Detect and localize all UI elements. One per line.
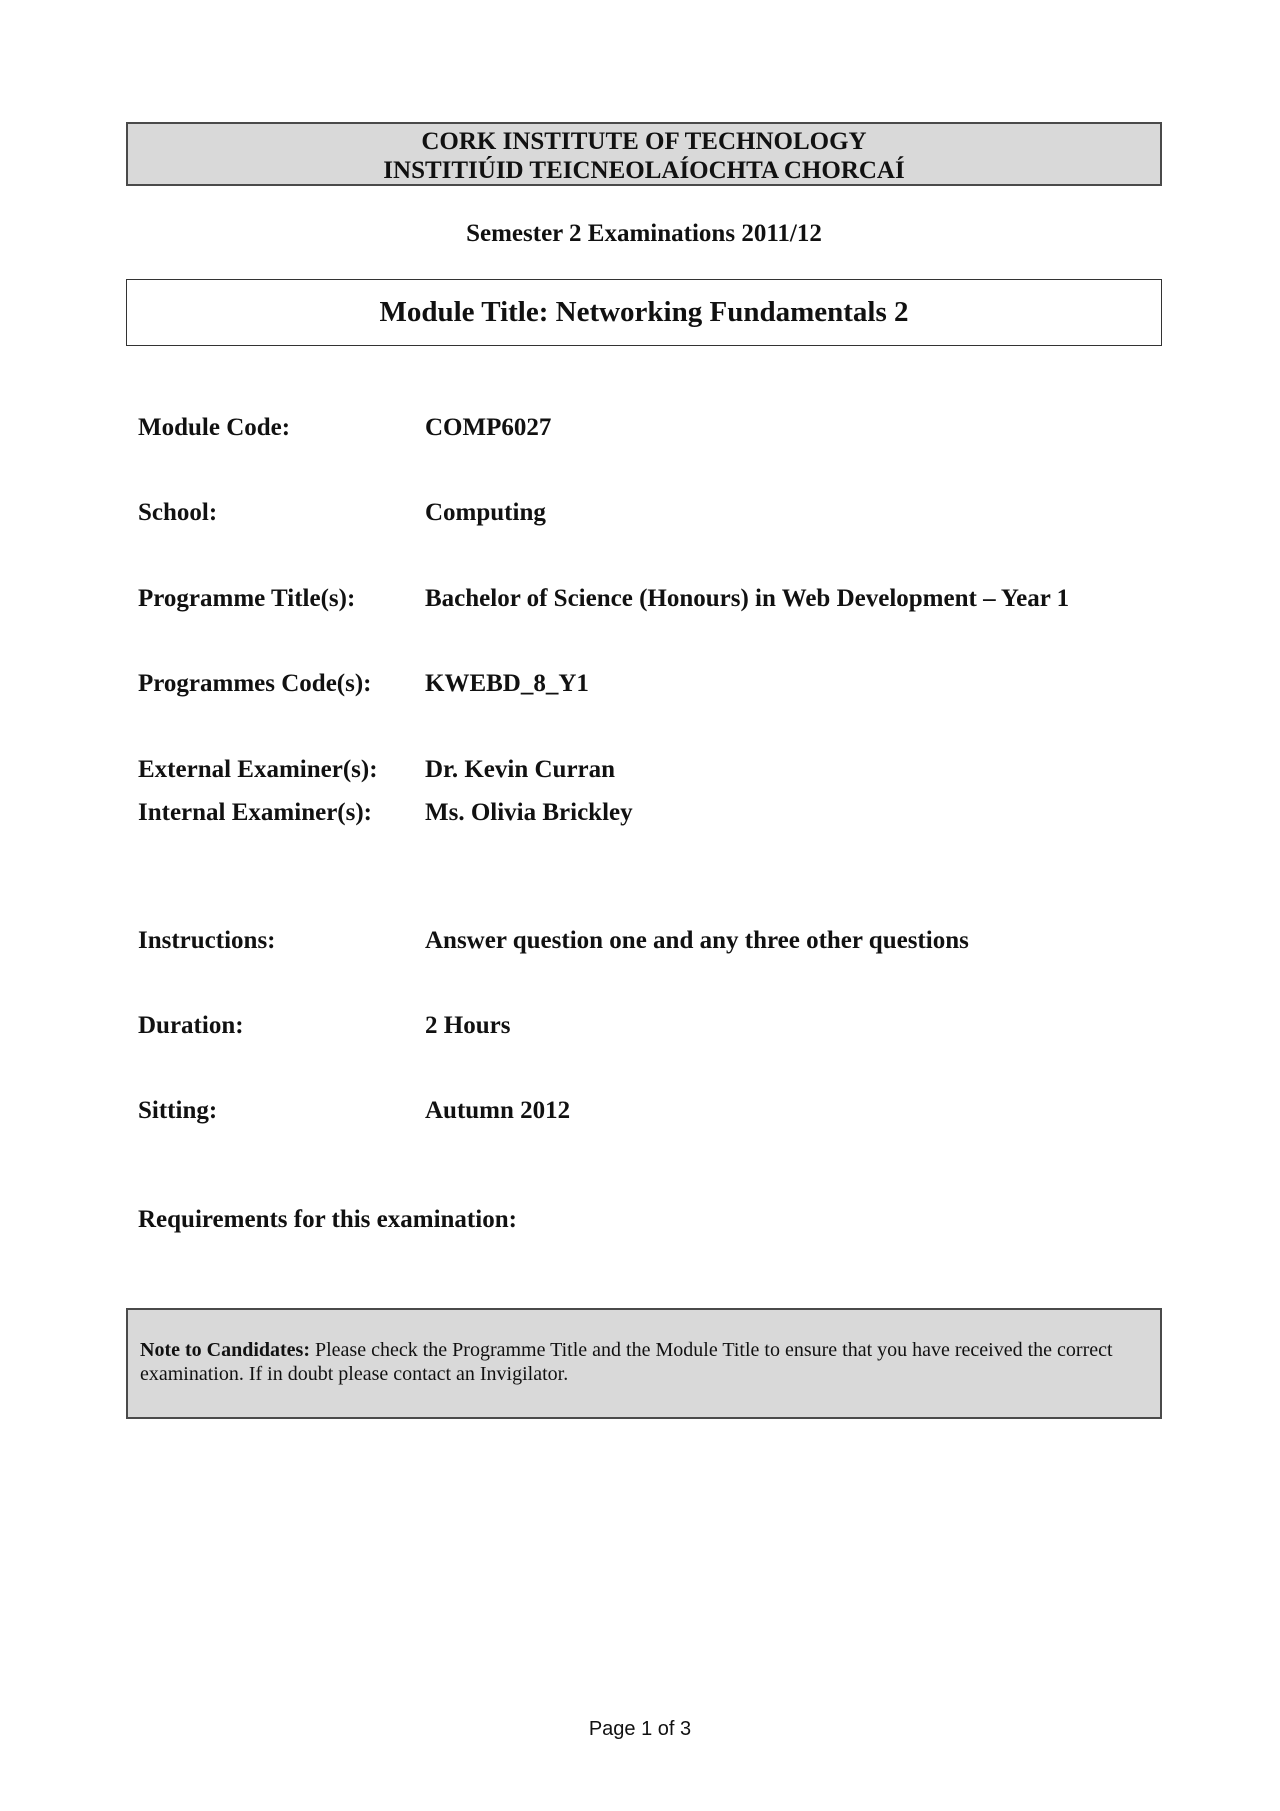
duration-value: 2 Hours xyxy=(425,1012,511,1039)
programme-code-value: KWEBD_8_Y1 xyxy=(425,670,589,697)
internal-examiner-label: Internal Examiner(s): xyxy=(138,799,372,826)
programme-title-label: Programme Title(s): xyxy=(138,585,356,612)
institute-name-irish: INSTITIÚID TEICNEOLAÍOCHTA CHORCAÍ xyxy=(383,157,905,184)
institute-header-box xyxy=(126,122,1162,186)
note-text: Please check the Programme Title and the Module Title to ensure that you have received the correct examination. If in doubt please contact an Invigilator. xyxy=(140,1339,1113,1385)
module-code-label: Module Code: xyxy=(138,414,291,441)
school-value: Computing xyxy=(425,499,546,526)
programme-title-value: Bachelor of Science (Honours) in Web Development – Year 1 xyxy=(425,585,1070,612)
semester-heading: Semester 2 Examinations 2011/12 xyxy=(466,220,822,247)
instructions-label: Instructions: xyxy=(138,927,276,954)
module-title-box xyxy=(126,279,1162,346)
school-label: School: xyxy=(138,499,218,526)
note-label: Note to Candidates: xyxy=(140,1339,310,1361)
sitting-value: Autumn 2012 xyxy=(425,1097,571,1124)
instructions-value: Answer question one and any three other questions xyxy=(425,927,969,954)
internal-examiner-value: Ms. Olivia Brickley xyxy=(425,799,633,826)
institute-name-english: CORK INSTITUTE OF TECHNOLOGY xyxy=(421,128,867,155)
module-title: Module Title: Networking Fundamentals 2 xyxy=(379,296,909,328)
sitting-label: Sitting: xyxy=(138,1097,218,1124)
programme-code-label: Programmes Code(s): xyxy=(138,670,372,697)
page-number: Page 1 of 3 xyxy=(588,1718,692,1740)
requirements-heading: Requirements for this examination: xyxy=(138,1206,517,1233)
duration-label: Duration: xyxy=(138,1012,244,1039)
external-examiner-label: External Examiner(s): xyxy=(138,756,378,783)
note-to-candidates-box xyxy=(126,1308,1162,1419)
external-examiner-value: Dr. Kevin Curran xyxy=(425,756,616,783)
module-code-value: COMP6027 xyxy=(425,414,552,441)
